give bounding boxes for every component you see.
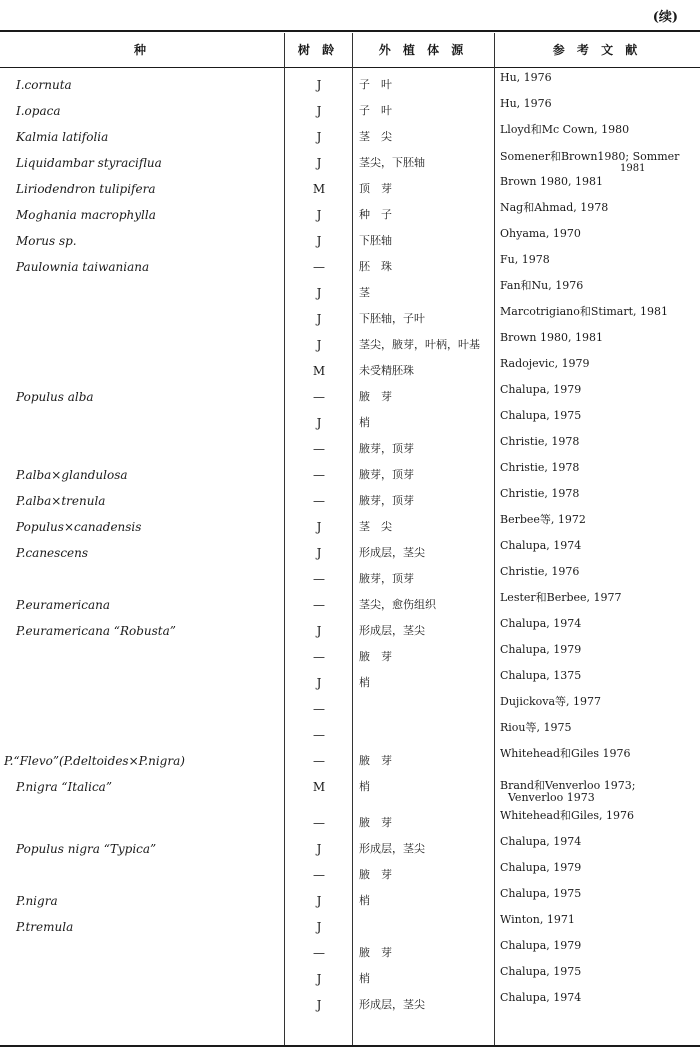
reference-text: Chalupa, 1975: [500, 409, 582, 422]
table-row: [0, 124, 700, 150]
reference-text: Whitehead和Giles 1976: [500, 747, 631, 760]
reference-cell: [500, 722, 700, 734]
species-cell: Paulownia taiwaniana: [16, 260, 150, 274]
reference-text-continued: 1981: [620, 163, 646, 174]
source-cell: 腋 芽: [359, 390, 392, 403]
table-row: [0, 514, 700, 540]
reference-text: Christie, 1978: [500, 487, 580, 500]
source-cell: 梢: [359, 676, 370, 689]
table-row: [0, 202, 700, 228]
source-cell: 形成层，茎尖: [359, 998, 425, 1011]
table-row: [0, 176, 700, 202]
age-cell: J: [316, 624, 322, 638]
reference-text: Chalupa, 1375: [500, 669, 582, 682]
age-cell: M: [312, 364, 326, 378]
source-cell: 茎: [359, 286, 370, 299]
species-cell: Populus nigra “Typica”: [16, 842, 157, 856]
reference-text: Chalupa, 1974: [500, 539, 582, 552]
table-row: [0, 670, 700, 696]
reference-cell: [500, 670, 700, 682]
table-row: [0, 306, 700, 332]
reference-cell: [500, 966, 700, 978]
reference-text: Ohyama, 1970: [500, 227, 581, 240]
age-cell: —: [313, 598, 325, 612]
continued-label: (续): [652, 10, 678, 25]
header-rule: [0, 67, 700, 68]
source-cell: 茎尖，愈伤组织: [359, 598, 436, 611]
reference-cell: [500, 228, 700, 240]
table-row: [0, 332, 700, 358]
age-cell: —: [313, 650, 325, 664]
reference-text-continued: Venverloo 1973: [508, 791, 595, 804]
header-species: 种: [133, 43, 150, 57]
source-cell: 种 子: [359, 208, 392, 221]
age-cell: —: [313, 260, 325, 274]
reference-cell: [500, 384, 700, 396]
table-row: [0, 150, 700, 176]
source-cell: 形成层，茎尖: [359, 842, 425, 855]
species-cell: P.euramericana: [16, 598, 110, 612]
reference-text: Whitehead和Giles, 1976: [500, 809, 634, 822]
age-cell: J: [316, 842, 322, 856]
source-cell: 腋芽，顶芽: [359, 468, 414, 481]
bottom-rule: [0, 1045, 700, 1047]
species-cell: P.“Flevo”(P.deltoides×P.nigra): [4, 754, 185, 768]
table-row: [0, 722, 700, 748]
reference-text: Chalupa, 1979: [500, 643, 582, 656]
species-cell: P.alba×trenula: [16, 494, 106, 508]
reference-text: Brand和Venverloo 1973;: [500, 779, 636, 792]
reference-cell: [500, 540, 700, 552]
table-row: [0, 992, 700, 1018]
table-row: [0, 774, 700, 810]
species-cell: P.euramericana “Robusta”: [16, 624, 176, 638]
age-cell: J: [316, 156, 322, 170]
table-row: [0, 862, 700, 888]
reference-cell: [500, 836, 700, 848]
source-cell: 茎 尖: [359, 130, 392, 143]
source-cell: 形成层，茎尖: [359, 624, 425, 637]
reference-text: Dujickova等, 1977: [500, 695, 602, 708]
source-cell: 梢: [359, 780, 370, 793]
age-cell: J: [316, 676, 322, 690]
age-cell: J: [316, 312, 322, 326]
reference-text: Brown 1980, 1981: [500, 331, 603, 344]
header-age: 树 龄: [297, 43, 339, 57]
source-cell: 梢: [359, 416, 370, 429]
source-cell: 茎尖，腋芽，叶柄，叶基: [359, 338, 480, 351]
reference-cell: [500, 914, 700, 926]
table-row: [0, 280, 700, 306]
source-cell: 未受精胚珠: [359, 364, 414, 377]
reference-text: Chalupa, 1975: [500, 965, 582, 978]
species-cell: I.cornuta: [16, 78, 72, 92]
species-cell: Liquidambar styraciflua: [16, 156, 162, 170]
age-cell: J: [316, 416, 322, 430]
source-cell: 茎尖，下胚轴: [359, 156, 425, 169]
table-row: [0, 810, 700, 836]
reference-cell: [500, 151, 700, 175]
reference-cell: [500, 72, 700, 84]
source-cell: 下胚轴，子叶: [359, 312, 425, 325]
table-row: [0, 228, 700, 254]
source-cell: 下胚轴: [359, 234, 392, 247]
age-cell: M: [312, 182, 326, 196]
age-cell: J: [316, 998, 322, 1012]
table-row: [0, 940, 700, 966]
reference-text: Christie, 1978: [500, 461, 580, 474]
reference-cell: [500, 462, 700, 474]
reference-text: Chalupa, 1979: [500, 939, 582, 952]
age-cell: —: [313, 946, 325, 960]
table-row: [0, 618, 700, 644]
age-cell: —: [313, 868, 325, 882]
header-refs: 参 考 文 献: [552, 43, 642, 57]
reference-cell: [500, 332, 700, 344]
age-cell: J: [316, 520, 322, 534]
age-cell: J: [316, 338, 322, 352]
reference-cell: [500, 358, 700, 370]
age-cell: J: [316, 130, 322, 144]
source-cell: 腋芽，顶芽: [359, 494, 414, 507]
age-cell: J: [316, 972, 322, 986]
age-cell: M: [312, 780, 326, 794]
source-cell: 形成层，茎尖: [359, 546, 425, 559]
reference-text: Chalupa, 1974: [500, 617, 582, 630]
table-row: [0, 696, 700, 722]
table-row: [0, 384, 700, 410]
age-cell: —: [313, 702, 325, 716]
reference-cell: [500, 810, 700, 822]
reference-text: Nag和Ahmad, 1978: [500, 201, 609, 214]
reference-text: Chalupa, 1979: [500, 383, 582, 396]
source-cell: 腋芽，顶芽: [359, 442, 414, 455]
age-cell: J: [316, 286, 322, 300]
source-cell: 腋 芽: [359, 816, 392, 829]
source-cell: 胚 珠: [359, 260, 392, 273]
age-cell: J: [316, 208, 322, 222]
reference-cell: [500, 888, 700, 900]
table-row: [0, 966, 700, 992]
age-cell: —: [313, 494, 325, 508]
species-cell: Populus×canadensis: [16, 520, 142, 534]
table-row: [0, 462, 700, 488]
reference-cell: [500, 780, 700, 804]
reference-text: Hu, 1976: [500, 97, 552, 110]
source-cell: 腋 芽: [359, 868, 392, 881]
reference-text: Hu, 1976: [500, 71, 552, 84]
source-cell: 腋芽，顶芽: [359, 572, 414, 585]
reference-text: Chalupa, 1974: [500, 835, 582, 848]
table-row: [0, 748, 700, 774]
table-row: [0, 254, 700, 280]
species-cell: P.nigra “Italica”: [16, 780, 112, 794]
source-cell: 腋 芽: [359, 946, 392, 959]
age-cell: J: [316, 546, 322, 560]
table-row: [0, 358, 700, 384]
reference-text: Winton, 1971: [500, 913, 575, 926]
reference-text: Riou等, 1975: [500, 721, 572, 734]
table-row: [0, 836, 700, 862]
reference-cell: [500, 618, 700, 630]
reference-text: Chalupa, 1975: [500, 887, 582, 900]
reference-cell: [500, 696, 700, 708]
source-cell: 腋 芽: [359, 650, 392, 663]
age-cell: J: [316, 234, 322, 248]
header-source: 外 植 体 源: [378, 43, 468, 57]
source-cell: 顶 芽: [359, 182, 392, 195]
table-row: [0, 592, 700, 618]
table-row: [0, 436, 700, 462]
reference-cell: [500, 254, 700, 266]
species-cell: Kalmia latifolia: [16, 130, 109, 144]
age-cell: J: [316, 894, 322, 908]
reference-text: Berbee等, 1972: [500, 513, 586, 526]
species-cell: P.nigra: [16, 894, 58, 908]
age-cell: J: [316, 920, 322, 934]
reference-text: Fan和Nu, 1976: [500, 279, 584, 292]
age-cell: —: [313, 442, 325, 456]
reference-cell: [500, 436, 700, 448]
table-row: [0, 410, 700, 436]
reference-text: Fu, 1978: [500, 253, 550, 266]
source-cell: 腋 芽: [359, 754, 392, 767]
reference-cell: [500, 514, 700, 526]
species-cell: Populus alba: [16, 390, 94, 404]
reference-text: Chalupa, 1974: [500, 991, 582, 1004]
age-cell: J: [316, 78, 322, 92]
table-row: [0, 488, 700, 514]
table-row: [0, 98, 700, 124]
reference-cell: [500, 862, 700, 874]
age-cell: —: [313, 728, 325, 742]
reference-cell: [500, 748, 700, 760]
reference-cell: [500, 644, 700, 656]
reference-cell: [500, 306, 700, 318]
reference-cell: [500, 940, 700, 952]
reference-text: Radojevic, 1979: [500, 357, 590, 370]
age-cell: —: [313, 572, 325, 586]
table-row: [0, 540, 700, 566]
reference-text: Christie, 1978: [500, 435, 580, 448]
reference-cell: [500, 280, 700, 292]
species-cell: P.alba×glandulosa: [16, 468, 128, 482]
reference-cell: [500, 566, 700, 578]
table-row: [0, 644, 700, 670]
species-cell: I.opaca: [16, 104, 61, 118]
table-row: [0, 914, 700, 940]
source-cell: 子 叶: [359, 104, 392, 117]
top-rule: [0, 30, 700, 32]
source-cell: 茎 尖: [359, 520, 392, 533]
reference-cell: [500, 124, 700, 136]
reference-cell: [500, 98, 700, 110]
reference-text: Chalupa, 1979: [500, 861, 582, 874]
reference-cell: [500, 488, 700, 500]
table-row: [0, 566, 700, 592]
reference-cell: [500, 992, 700, 1004]
age-cell: —: [313, 390, 325, 404]
reference-text: Brown 1980, 1981: [500, 175, 603, 188]
reference-cell: [500, 202, 700, 214]
reference-text: Somener和Brown1980; Sommer: [500, 150, 680, 163]
species-cell: Moghania macrophylla: [16, 208, 156, 222]
reference-text: Christie, 1976: [500, 565, 580, 578]
age-cell: —: [313, 816, 325, 830]
table-row: [0, 72, 700, 98]
source-cell: 梢: [359, 972, 370, 985]
age-cell: —: [313, 754, 325, 768]
age-cell: J: [316, 104, 322, 118]
reference-text: Lloyd和Mc Cown, 1980: [500, 123, 630, 136]
species-cell: Liriodendron tulipifera: [16, 182, 156, 196]
reference-text: Marcotrigiano和Stimart, 1981: [500, 305, 669, 318]
reference-text: Lester和Berbee, 1977: [500, 591, 622, 604]
reference-cell: [500, 176, 700, 188]
species-cell: Morus sp.: [16, 234, 77, 248]
source-cell: 子 叶: [359, 78, 392, 91]
reference-cell: [500, 592, 700, 604]
reference-cell: [500, 410, 700, 422]
species-cell: P.tremula: [16, 920, 74, 934]
table-row: [0, 888, 700, 914]
species-cell: P.canescens: [16, 546, 89, 560]
source-cell: 梢: [359, 894, 370, 907]
age-cell: —: [313, 468, 325, 482]
